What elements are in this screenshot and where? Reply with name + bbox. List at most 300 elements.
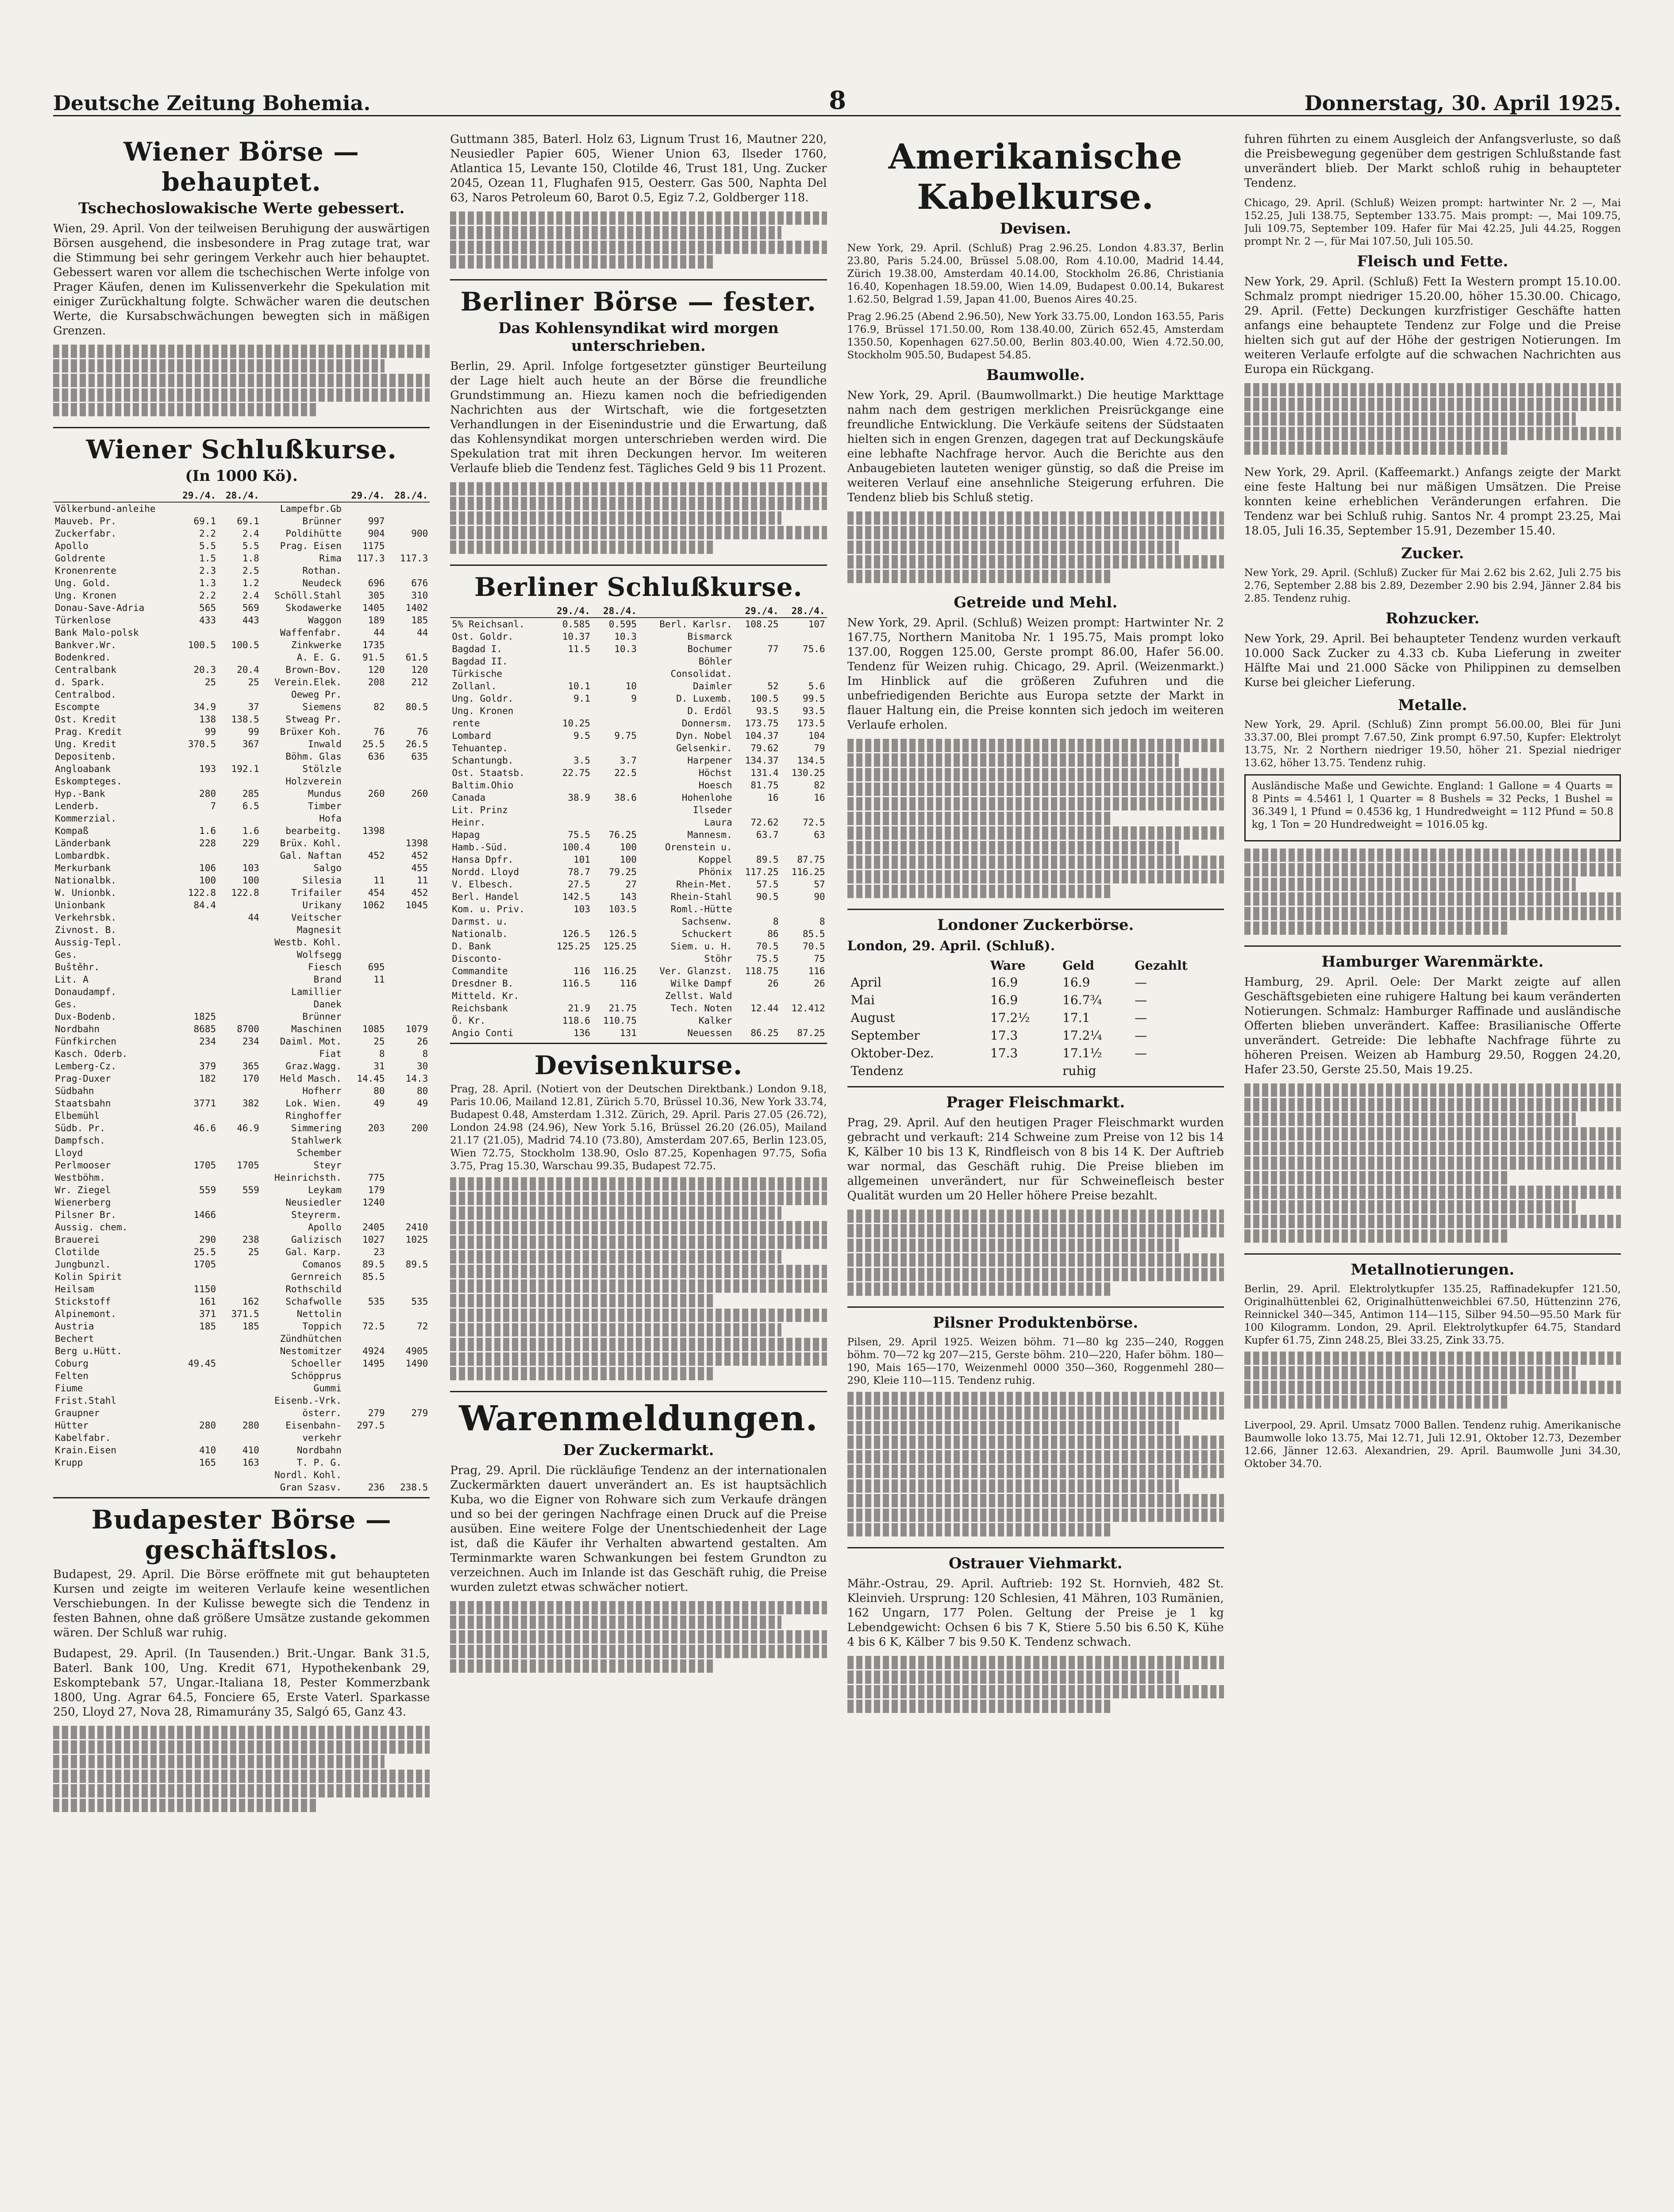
table-cell — [218, 1283, 261, 1295]
table-cell: 1402 — [405, 603, 428, 613]
table-cell: Silesia — [302, 875, 342, 886]
table-cell: Nordl. Kohl. — [274, 1470, 342, 1480]
table-cell — [218, 899, 261, 911]
table-cell: 46.6 — [193, 1123, 216, 1133]
table-cell: Mundus — [308, 788, 342, 799]
table-cell — [387, 1469, 430, 1481]
filler-text — [847, 511, 1224, 583]
table-cell: 27 — [625, 879, 637, 890]
table-cell: 559 — [242, 1185, 259, 1195]
table-cell: — — [1134, 1010, 1147, 1025]
table-cell: Lampefbr.Gb — [280, 503, 342, 514]
table-cell: Stweag Pr. — [285, 714, 342, 725]
table-cell: Alpinemont. — [55, 1309, 117, 1319]
table-cell: Nettolin — [296, 1309, 342, 1319]
wiener-kurs-row — [53, 651, 430, 664]
table-cell — [343, 688, 387, 701]
table-cell: 3.7 — [620, 755, 637, 766]
table-cell: 14.3 — [405, 1073, 428, 1084]
table-cell: Gal. Karp. — [285, 1247, 342, 1257]
wiener-schlusskurse-heading: Wiener Schlußkurse. — [86, 434, 397, 465]
getreide-text: New York, 29. April. (Schluß) Weizen prompt: Hartwinter Nr. 2 167.75, Northern Manitoba Nr. 1 195.75, Mais prompt loko 137.00, Roggen 125.00, Gerste prompt 86.00, Hafer 56.00. Tendenz für Weizen ruhig. Chicago, 29. April. (Weizenmarkt.) Im Hinblick auf die größeren Zufuhren und die unbefriedigenden Berichte aus Europa setzte der Markt in flauer Haltung ein, die Preise konnten sich jedoch im weiteren Verlaufe erholen. — [847, 616, 1224, 732]
table-cell: 72.62 — [750, 817, 779, 828]
hamburg-text: Hamburg, 29. April. Oele: Der Markt zeigte auf allen Geschäftsgebieten eine ruhigere Haltung bei kaum veränderten Notierungen. Schmalz: Hamburger Raffinade und ausländische Offerten blieben unverändert. Kaffee: Brasilianische Offerte unverändert. Getreide: Die lebhafte Nachfrage führte zu höheren Preisen. Weizen ab Hamburg 29.50, Roggen 24.20, Hafer 23.50, Gerste 25.50, Mais 19.25. — [1244, 975, 1621, 1076]
table-cell — [53, 1481, 174, 1494]
table-cell — [343, 986, 387, 998]
table-cell: 76 — [373, 726, 385, 737]
table-cell: Apollo — [55, 541, 89, 551]
table-cell: Goldrente — [55, 553, 105, 564]
table-cell: 93.5 — [756, 706, 779, 716]
table-cell: — — [1134, 993, 1147, 1007]
table-cell: Felten — [55, 1371, 89, 1381]
table-cell: 11.5 — [568, 644, 590, 654]
table-cell — [218, 998, 261, 1010]
table-cell: 76 — [416, 726, 428, 737]
wiener-kurs-row — [53, 787, 430, 800]
table-cell: W. Unionbk. — [55, 887, 117, 898]
filler-text — [1244, 1352, 1621, 1409]
table-cell — [387, 515, 430, 527]
wiener-kurs-row — [53, 626, 430, 639]
table-cell: 410 — [199, 1445, 216, 1455]
berliner-kurs-row — [450, 754, 827, 767]
wiener-kurs-row — [53, 602, 430, 614]
table-cell: 17.1 — [1062, 1010, 1090, 1025]
table-cell — [174, 1147, 218, 1159]
table-cell: 10.25 — [562, 718, 590, 729]
wiener-kurs-row — [53, 1159, 430, 1171]
kabelkurse-heading: Amerikanische Kabelkurse. — [888, 137, 1183, 217]
table-cell: 75.5 — [756, 953, 779, 964]
table-header-cell — [53, 489, 174, 502]
wiener-kurs-row — [53, 1246, 430, 1258]
table-cell: Schoeller — [291, 1358, 342, 1369]
table-cell — [387, 973, 430, 986]
wiener-schlusskurse-table — [53, 489, 430, 1494]
table-cell: Böhler — [698, 656, 732, 667]
table-cell: Unionbank — [55, 900, 105, 910]
table-cell: 1085 — [362, 1024, 385, 1034]
table-cell — [174, 1271, 218, 1283]
table-cell: 12.412 — [791, 1003, 825, 1014]
table-cell: Dux-Bodenb. — [55, 1011, 117, 1022]
table-cell: Urikany — [302, 900, 342, 910]
table-cell: Toppich — [302, 1321, 342, 1332]
table-cell: 279 — [411, 1408, 428, 1418]
table-cell: 200 — [411, 1123, 428, 1133]
wiener-kurs-row — [53, 1233, 430, 1246]
devisen-subheading: Devisen. — [1000, 220, 1071, 238]
table-cell — [174, 1196, 218, 1209]
table-cell: Ung. Kronen — [452, 706, 514, 716]
table-cell: Mitteld. Kr. — [452, 991, 519, 1001]
table-cell — [218, 1209, 261, 1221]
table-cell — [387, 1246, 430, 1258]
table-cell: 192.1 — [231, 764, 259, 774]
table-cell — [546, 779, 592, 791]
table-cell: 185 — [242, 1321, 259, 1332]
table-cell: 11 — [373, 875, 385, 886]
table-cell: 535 — [368, 1296, 385, 1307]
table-cell — [174, 1333, 218, 1345]
table-cell — [174, 1370, 218, 1382]
wiener-kurs-row — [53, 664, 430, 676]
table-cell: 12.44 — [750, 1003, 779, 1014]
table-cell: Tendenz — [850, 1064, 903, 1078]
wiener-kurs-row — [53, 688, 430, 701]
table-cell — [174, 1394, 218, 1407]
table-cell: Tehuantep. — [452, 743, 508, 753]
table-cell: Türkische — [452, 668, 503, 679]
table-cell — [343, 911, 387, 924]
table-cell: 2405 — [362, 1222, 385, 1233]
table-cell: Wolfsegg — [296, 949, 342, 960]
table-cell: Daimler — [693, 681, 732, 691]
table-cell — [343, 1370, 387, 1382]
table-cell: 126.5 — [608, 929, 637, 939]
table-cell: Dyn. Nobel — [676, 730, 732, 741]
table-cell: Bankver.Wr. — [55, 640, 117, 650]
table-cell — [781, 804, 827, 816]
table-cell — [218, 1110, 261, 1122]
table-header-cell — [639, 605, 734, 618]
table-cell: Hofherr — [302, 1086, 342, 1096]
zucker-row — [847, 1027, 1224, 1045]
table-cell: 6.5 — [242, 801, 259, 811]
table-cell: Hütter — [55, 1420, 89, 1431]
table-cell — [343, 936, 387, 949]
table-cell: Hamb.-Süd. — [452, 842, 508, 853]
table-cell — [218, 936, 261, 949]
table-cell: 79.25 — [608, 867, 637, 877]
table-cell — [734, 655, 781, 668]
table-cell: rente — [452, 718, 480, 729]
table-cell: 23 — [373, 1247, 385, 1257]
berliner-schlusskurse-heading: Berliner Schlußkurse. — [474, 572, 803, 602]
table-cell — [343, 837, 387, 849]
table-cell: 535 — [411, 1296, 428, 1307]
table-cell: A. E. G. — [296, 652, 342, 663]
table-cell: 70.5 — [756, 941, 779, 952]
paper-name: Deutsche Zeitung Bohemia. — [53, 91, 371, 115]
wiener-kurs-row — [53, 1283, 430, 1295]
berliner-schlusskurse-table — [450, 605, 827, 1039]
filler-text — [53, 345, 430, 416]
table-cell: 10 — [625, 681, 637, 691]
table-cell: 5.6 — [808, 681, 825, 691]
table-cell: 185 — [199, 1321, 216, 1332]
table-cell: 100.4 — [562, 842, 590, 853]
table-cell: verkehr — [302, 1432, 342, 1443]
table-cell: 297.5 — [357, 1420, 385, 1431]
table-cell: 79 — [814, 743, 825, 753]
table-cell: D. Bank — [452, 941, 491, 952]
table-cell — [343, 775, 387, 787]
table-cell: 365 — [242, 1061, 259, 1071]
table-cell: Hoesch — [698, 780, 732, 791]
fleischmarkt-text: Prag, 29. April. Auf den heutigen Prager Fleischmarkt wurden gebracht und verkauft: 214 Schweine zum Preise von 12 bis 14 K, Kälber 10 bis 13 K, Rindfleisch von 8 bis 14 K. Der Auftrieb war normal, das Geschäft ruhig. Die Preise blieben im allgemeinen unverändert, nur für Schweinefleisch bester Qualität wurden um 20 Heller höhere Preise bezahlt. — [847, 1116, 1224, 1202]
table-cell — [387, 986, 430, 998]
table-cell: 371.5 — [231, 1309, 259, 1319]
table-cell: Laura — [704, 817, 732, 828]
table-header-cell — [847, 957, 987, 974]
wiener-kurs-row — [53, 1171, 430, 1184]
rohzucker-text: New York, 29. April. Bei behaupteter Tendenz wurden verkauft 10.000 Sack Zucker zu 4.33 cb. Kuba Lieferung in zweiter Hälfte Mai und 21.000 Säcke von Philippinen zu demselben Kurse bei gleicher Lieferung. — [1244, 632, 1621, 689]
wiener-kurs-row — [53, 1134, 430, 1147]
table-cell: 99.5 — [802, 693, 825, 704]
table-cell: Prag. Kredit — [55, 726, 122, 737]
berliner-kurs-row — [450, 915, 827, 928]
table-cell: Lit. Prinz — [452, 805, 508, 815]
table-cell: 236 — [368, 1482, 385, 1493]
table-cell: Darmst. u. — [452, 916, 508, 927]
table-cell: 8 — [379, 1048, 385, 1059]
table-cell: 90.5 — [756, 891, 779, 902]
table-cell: T. P. G. — [296, 1457, 342, 1468]
baumwolle-text: New York, 29. April. (Baumwollmarkt.) Die heutige Markttage nahm nach dem gestrigen merklichen Preisrückgange eine freundliche Entwicklung. Die Verkäufe seitens der Südstaaten hielten sich in engen Grenzen, dagegen trat auf Deckungskäufe eine lebhafte Nachfrage hervor. Auch die Berichte aus den Anbaugebieten lauteten weniger günstig, so daß die Preise im weiteren Verlauf eine ansehnliche Steigerung erfuhren. Die Tendenz blieb bis Schluß stetig. — [847, 389, 1224, 504]
table-cell — [734, 804, 781, 816]
table-cell: 305 — [368, 590, 385, 601]
table-cell: Coburg — [55, 1358, 89, 1369]
fleischmarkt-heading: Prager Fleischmarkt. — [946, 1094, 1125, 1111]
table-cell — [387, 1010, 430, 1023]
table-cell: 1062 — [362, 900, 385, 910]
table-cell: Kronenrente — [55, 565, 117, 576]
berliner-kurs-row — [450, 977, 827, 990]
table-cell: Stahlwerk — [291, 1135, 342, 1146]
wiener-kurs-row — [53, 1147, 430, 1159]
table-cell — [343, 949, 387, 961]
table-cell: Daiml. Mot. — [280, 1036, 342, 1047]
table-cell: 20.4 — [237, 664, 259, 675]
table-cell: 410 — [242, 1445, 259, 1455]
wiener-kurs-row — [53, 825, 430, 837]
table-cell: Ver. Glanzst. — [659, 966, 732, 976]
table-cell — [734, 630, 781, 643]
table-cell: August — [850, 1010, 895, 1025]
wiener-kurs-row — [53, 849, 430, 862]
table-cell: 138.5 — [231, 714, 259, 725]
table-cell: Koppel — [698, 854, 732, 865]
table-cell: 17.2¼ — [1062, 1028, 1102, 1043]
berliner-kurs-row — [450, 791, 827, 804]
table-cell: 100 — [620, 842, 637, 853]
table-cell: 8 — [422, 1048, 428, 1059]
table-cell — [218, 1221, 261, 1233]
table-cell: 2410 — [405, 1222, 428, 1233]
table-cell: 0.585 — [562, 619, 590, 630]
metallnotierungen-heading: Metallnotierungen. — [1351, 1261, 1515, 1279]
table-cell: April — [850, 975, 881, 990]
table-cell: Nationalbk. — [55, 875, 117, 886]
berliner-kurs-row — [450, 940, 827, 952]
table-cell: 676 — [411, 578, 428, 588]
wiener-kurs-row — [53, 1122, 430, 1134]
berliner-kurs-row — [450, 668, 827, 680]
table-cell: 142.5 — [562, 891, 590, 902]
table-cell: Bochumer — [687, 644, 732, 654]
table-cell: 82 — [814, 780, 825, 791]
wiener-kurs-row — [53, 1432, 430, 1444]
table-cell: 1705 — [237, 1160, 259, 1171]
col2-top-text: Guttmann 385, Baterl. Holz 63, Lignum Trust 16, Mautner 220, Neusiedler Papier 605, Wiener Union 63, Ilseder 1760, Atlantica 15, Levante 150, Clotilde 46, Trust 181, Ung. Zucker 2045, Ozean 11, Flughafen 915, Oesterr. Gas 500, Naphta Del 63, Naros Petroleum 60, Barot 0.5, Egiz 7.2, Goldberger 118. — [450, 133, 827, 204]
table-cell: Verkehrsbk. — [55, 912, 117, 923]
table-cell: Aussig. chem. — [55, 1222, 128, 1233]
table-cell: 3.5 — [573, 755, 590, 766]
wiener-kurs-row — [53, 552, 430, 565]
table-cell — [387, 540, 430, 552]
table-cell — [218, 1394, 261, 1407]
table-cell — [174, 1110, 218, 1122]
divider — [450, 565, 827, 566]
wiener-kurs-row — [53, 1456, 430, 1469]
divider — [847, 1306, 1224, 1308]
table-cell — [174, 1134, 218, 1147]
table-cell — [387, 936, 430, 949]
table-cell: Zellst. Wald — [665, 991, 732, 1001]
table-cell: Lit. A — [55, 974, 89, 985]
table-cell: 117.3 — [357, 553, 385, 564]
table-cell: Oktober-Dez. — [850, 1046, 934, 1060]
table-cell: 101 — [573, 854, 590, 865]
table-cell: 80 — [416, 1086, 428, 1096]
table-cell: Ilseder — [693, 805, 732, 815]
table-cell: 260 — [368, 788, 385, 799]
table-cell — [174, 1432, 218, 1444]
table-cell: 100 — [620, 854, 637, 865]
table-cell: Bagdad I. — [452, 644, 503, 654]
table-cell: 1.6 — [199, 826, 216, 836]
table-cell: 16.9 — [990, 975, 1018, 990]
table-cell — [218, 1357, 261, 1370]
table-cell — [387, 1370, 430, 1382]
table-cell: Steyrerm. — [291, 1210, 342, 1220]
table-cell: Lombard — [452, 730, 491, 741]
table-cell — [387, 812, 430, 825]
table-cell: 46.9 — [237, 1123, 259, 1133]
table-cell: Türkenlose — [55, 615, 111, 626]
table-cell: Gummi — [313, 1383, 342, 1394]
table-header-cell: 28./4. — [218, 489, 261, 502]
table-cell — [592, 779, 639, 791]
table-cell: Brünner — [302, 516, 342, 526]
table-cell: Comanos — [302, 1259, 342, 1270]
table-cell — [387, 911, 430, 924]
budapest-heading: Budapester Börse — geschäftslos. — [91, 1505, 392, 1565]
table-cell: 44 — [373, 627, 385, 638]
table-cell: 20.3 — [193, 664, 216, 675]
table-cell — [592, 717, 639, 730]
table-cell — [174, 936, 218, 949]
table-header-cell — [261, 489, 343, 502]
table-cell: Orenstein u. — [665, 842, 732, 853]
table-cell: 85.5 — [802, 929, 825, 939]
table-cell: 775 — [368, 1172, 385, 1183]
table-cell: Rothan. — [302, 565, 342, 576]
table-cell: 25.5 — [193, 1247, 216, 1257]
table-cell: 1398 — [405, 838, 428, 849]
zucker-row — [847, 991, 1224, 1009]
wiener-boerse-subheading: Tschechoslowakische Werte gebessert. — [78, 200, 405, 217]
table-cell: 9 — [631, 693, 637, 704]
table-cell: 84.4 — [193, 900, 216, 910]
wiener-kurs-row — [53, 924, 430, 936]
table-cell — [343, 1394, 387, 1407]
table-cell: Prag-Duxer — [55, 1073, 111, 1084]
table-cell: Siemens — [302, 702, 342, 712]
table-cell: 63.7 — [756, 830, 779, 840]
wiener-kurs-row — [53, 1419, 430, 1432]
table-cell: Ringhoffer — [285, 1110, 342, 1121]
table-header-cell: 28./4. — [781, 605, 827, 618]
table-cell — [592, 655, 639, 668]
table-cell: Apollo — [308, 1222, 342, 1233]
table-cell: 452 — [411, 850, 428, 861]
table-cell: 85.5 — [362, 1271, 385, 1282]
table-cell: Schöpprus — [291, 1371, 342, 1381]
table-cell: Bodenkred. — [55, 652, 111, 663]
berliner-kurs-row — [450, 903, 827, 915]
table-cell: Hyp.-Bank — [55, 788, 105, 799]
wiener-kurs-row — [53, 1308, 430, 1320]
table-cell: Neusiedler — [285, 1197, 342, 1208]
table-cell: 72.5 — [362, 1321, 385, 1332]
zucker-row — [847, 974, 1224, 991]
wiener-kurs-row — [53, 1320, 430, 1333]
berliner-kurs-row — [450, 717, 827, 730]
table-cell — [218, 924, 261, 936]
table-cell — [218, 1010, 261, 1023]
table-cell: Hapag — [452, 830, 480, 840]
kabel-devisen-text: New York, 29. April. (Schluß) Prag 2.96.25. London 4.83.37, Berlin 23.80, Paris 5.24.00, Brüssel 5.08.00, Rom 4.10.00, Madrid 14.44, Zürich 19.38.00, Amsterdam 40.14.00, Stockholm 26.86, Christiania 16.40, Kopenhagen 18.59.00, Wien 14.09, Budapest 0.00.14, Bukarest 1.62.50, Belgrad 1.59, Japan 41.00, Buenos Aires 40.25. — [847, 242, 1224, 305]
wiener-kurs-row — [53, 1097, 430, 1110]
table-cell: Angio Conti — [452, 1028, 514, 1038]
table-cell — [218, 1258, 261, 1271]
table-cell — [781, 903, 827, 915]
table-cell: 379 — [199, 1061, 216, 1071]
devisenkurse-text: Prag, 28. April. (Notiert von der Deutschen Direktbank.) London 9.18, Paris 10.06, Mailand 12.81, Zürich 5.70, Brüssel 10.36, New York 33.74, Budapest 0.48, Amsterdam 1.312. Zürich, 29. April. Paris 27.05 (26.72), London 24.98 (24.96), New York 5.16, Brüssel 26.20 (26.05), Mailand 21.17 (21.05), Madrid 74.10 (73.80), Amsterdam 207.65, Berlin 123.05, Wien 72.75, Stockholm 138.90, Oslo 87.25, Kopenhagen 97.75, Sofia 3.75, Prag 15.30, Warschau 99.35, Budapest 72.75. — [450, 1083, 827, 1172]
wiener-kurs-row — [53, 676, 430, 688]
table-cell — [343, 763, 387, 775]
table-cell: Bagdad II. — [452, 656, 508, 667]
table-cell: 1045 — [405, 900, 428, 910]
table-cell — [592, 952, 639, 965]
table-cell: 30 — [416, 1061, 428, 1071]
table-cell: Leykam — [308, 1185, 342, 1195]
table-cell: Wr. Ziegel — [55, 1185, 111, 1195]
table-cell — [174, 1469, 218, 1481]
table-cell — [734, 668, 781, 680]
table-cell: Holzverein — [285, 776, 342, 787]
table-cell — [387, 713, 430, 726]
table-cell: 38.6 — [614, 792, 637, 803]
column-1 — [53, 132, 430, 2212]
table-cell: Heinrichsth. — [274, 1172, 342, 1183]
table-cell: Consolidat. — [670, 668, 732, 679]
table-cell: 70.5 — [802, 941, 825, 952]
table-cell: Länderbank — [55, 838, 111, 849]
table-cell — [174, 1221, 218, 1233]
table-cell: Siem. u. H. — [670, 941, 732, 952]
table-cell: Berl. Karlsr. — [659, 619, 732, 630]
table-cell: 1025 — [405, 1234, 428, 1245]
table-cell — [343, 1010, 387, 1023]
table-cell — [174, 1481, 218, 1494]
table-cell: Kommerzial. — [55, 813, 117, 824]
table-cell: 443 — [242, 615, 259, 626]
table-cell: 25 — [248, 1247, 259, 1257]
